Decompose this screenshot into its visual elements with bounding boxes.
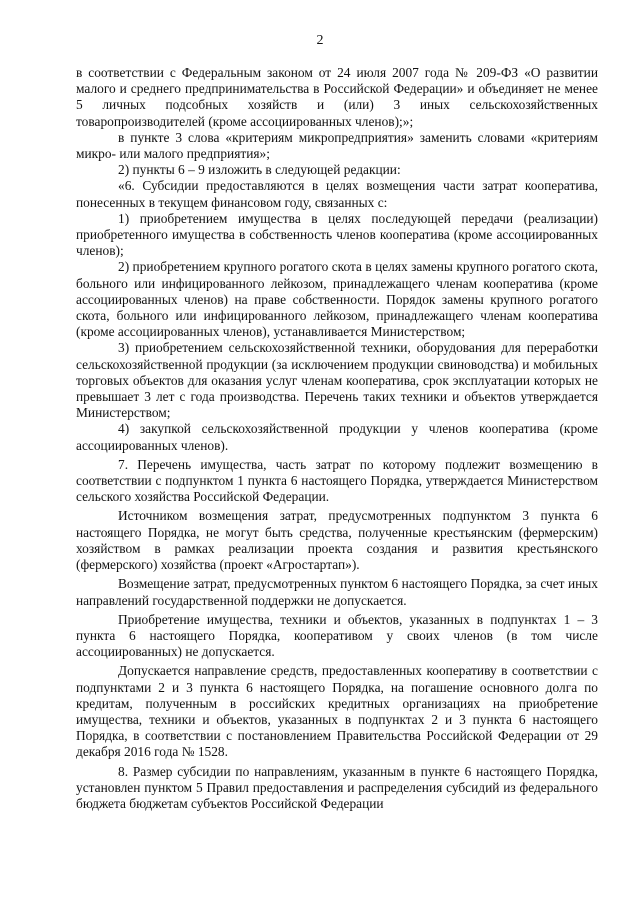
paragraph: Возмещение затрат, предусмотренных пунктом 6 настоящего Порядка, за счет иных направлений государственной поддержки не допускается.: [76, 576, 598, 608]
paragraph: 7. Перечень имущества, часть затрат по которому подлежит возмещению в соответствии с подпунктом 1 пункта 6 настоящего Порядка, утверждается Министерством сельского хозяйства Российской Федерации.: [76, 456, 598, 505]
paragraph: Приобретение имущества, техники и объектов, указанных в подпунктах 1 – 3 пункта 6 настоящего Порядка, кооперативом у своих членов (в том числе ассоциированных) не допускается.: [76, 611, 598, 660]
paragraph: Допускается направление средств, предоставленных кооперативу в соответствии с подпунктами 2 и 3 пункта 6 настоящего Порядка, на погашение основного долга по кредитам, полученным в российских кредитных организациях на приобретение имущества, техники и объектов, указанных в подпунктах 2 и 3 пункта 6 настоящего Порядка, в соответствии с постановлением Правительства Российской Федерации от 29 декабря 2016 года № 1528.: [76, 663, 598, 760]
paragraph: в пункте 3 слова «критериям микропредприятия» заменить словами «критериям микро- или малого предприятия»;: [76, 129, 598, 162]
paragraph: 2) пункты 6 – 9 изложить в следующей редакции:: [118, 162, 401, 178]
paragraph: Источником возмещения затрат, предусмотренных подпунктом 3 пункта 6 настоящего Порядка, не могут быть средства, полученные крестьянским (фермерским) хозяйством в рамках реализации проекта создания и развития крестьянского (фермерского) хозяйства (проект «Агростартап»).: [76, 508, 598, 573]
list-item: 1) приобретением имущества в целях последующей передачи (реализации) приобретенного имущества в собственность членов кооператива (кроме ассоциированных членов);: [76, 210, 598, 259]
paragraph: в соответствии с Федеральным законом от 24 июля 2007 года № 209-ФЗ «О развитии малого и среднего предпринимательства в Российской Федерации» и объединяет не менее 5 личных подсобных хозяйств и (или) 3 иных сельскохозяйственных товаропроизводителей (кроме ассоциированных членов);»;: [76, 65, 598, 129]
list-item: 2) приобретением крупного рогатого скота в целях замены крупного рогатого скота, больного или инфицированного лейкозом, принадлежащего членам кооператива (кроме ассоциированных членов) на праве собственности. Порядок замены крупного рогатого скота, больного или инфицированного лейкозом, принадлежащего членам кооператива (кроме ассоциированных членов), устанавливается Министерством;: [76, 259, 598, 340]
page-number: 2: [316, 33, 324, 48]
paragraph: «6. Субсидии предоставляются в целях возмещения части затрат кооператива, понесенных в текущем финансовом году, связанных с:: [76, 178, 598, 210]
document-body: [76, 65, 598, 812]
paragraph: 8. Размер субсидии по направлениям, указанным в пункте 6 настоящего Порядка, установлен пунктом 5 Правил предоставления и распределения субсидий из федерального бюджета бюджетам субъектов Российской Федерации: [76, 763, 598, 811]
list-item: 3) приобретением сельскохозяйственной техники, оборудования для переработки сельскохозяйственной продукции (за исключением продукции свиноводства) и мобильных торговых объектов для оказания услуг членам кооператива, срок эксплуатации которых не превышает 3 лет с года производства. Перечень таких техники и объектов утверждается Министерством;: [76, 340, 598, 421]
list-item: 4) закупкой сельскохозяйственной продукции у членов кооператива (кроме ассоциированных членов).: [76, 421, 598, 453]
